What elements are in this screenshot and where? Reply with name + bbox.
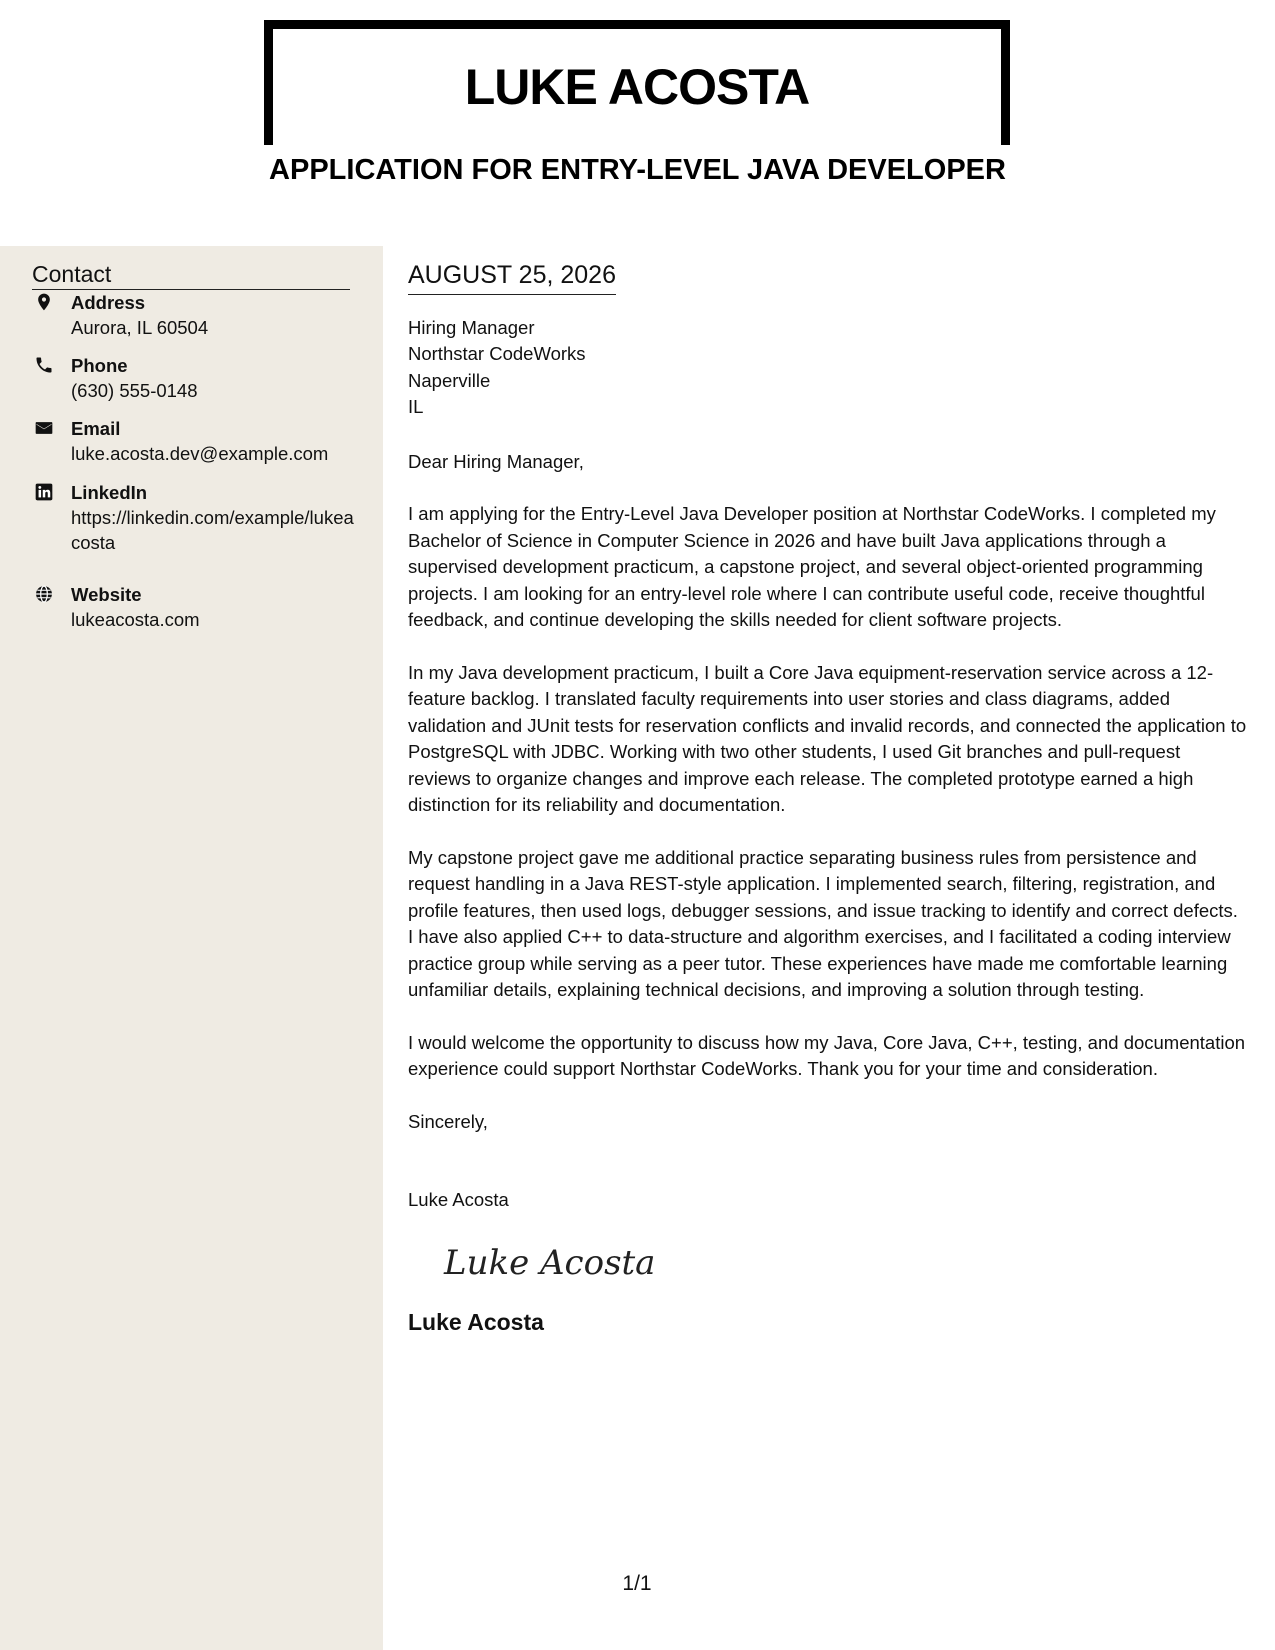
linkedin-icon bbox=[34, 482, 54, 502]
globe-icon bbox=[34, 584, 54, 604]
body-paragraph: I am applying for the Entry-Level Java Developer position at Northstar CodeWorks. I completed my Bachelor of Science in Computer Science in 2026 and have built Java applications through a supervised development practicum, a capstone project, and several object-oriented programming projects. I am looking for an entry-level role where I can contribute useful code, receive thoughtful feedback, and continue developing the skills needed for client software projects. bbox=[408, 503, 1216, 630]
envelope-icon bbox=[34, 418, 54, 438]
address-value: Aurora, IL 60504 bbox=[71, 317, 209, 338]
recipient-line: IL bbox=[408, 396, 424, 417]
body-paragraph: I would welcome the opportunity to discuss how my Java, Core Java, C++, testing, and documentation experience could support Northstar CodeWorks. Thank you for your time and consideration. bbox=[408, 1031, 1246, 1079]
contact-label: Phone bbox=[71, 355, 128, 376]
salutation: Dear Hiring Manager, bbox=[408, 450, 584, 472]
email-value: luke.acosta.dev@example.com bbox=[71, 443, 329, 464]
contact-label: LinkedIn bbox=[71, 482, 148, 503]
contact-heading: Contact bbox=[32, 262, 350, 290]
linkedin-value: https://linkedin.com/example/lukeacosta bbox=[71, 507, 354, 553]
recipient-line: Hiring Manager bbox=[408, 316, 535, 338]
page-number: 1/1 bbox=[622, 1572, 652, 1595]
body-paragraph: My capstone project gave me additional practice separating business rules from persistence and request handling in a Java REST-style application. I implemented search, filtering, registration, and profile features, then used logs, debugger sessions, and issue tracking to identify and correct defects. I have also applied C++ to data-structure and algorithm exercises, and I facilitated a coding interview practice group while serving as a peer tutor. These experiences have made me comfortable learning unfamiliar details, explaining technical decisions, and improving a solution through testing. bbox=[408, 846, 1238, 1000]
contact-label: Website bbox=[71, 584, 142, 605]
typed-name: Luke Acosta bbox=[408, 1189, 509, 1210]
phone-value: (630) 555-0148 bbox=[71, 380, 198, 401]
closing: Sincerely, bbox=[408, 1110, 488, 1132]
body-paragraph: In my Java development practicum, I built a Core Java equipment-reservation service across a 12-feature backlog. I translated faculty requirements into user stories and class diagrams, added validation and JUnit tests for reservation conflicts and invalid records, and connected the application to PostgreSQL with JDBC. Working with two other students, I used Git branches and pull-request reviews to organize changes and improve each release. The completed prototype earned a high distinction for its reliability and documentation. bbox=[408, 661, 1247, 815]
website-value: lukeacosta.com bbox=[71, 609, 200, 630]
signature-text: Luke Acosta bbox=[444, 1242, 656, 1283]
contact-label: Email bbox=[71, 418, 121, 439]
contact-label: Address bbox=[71, 292, 146, 313]
letter-body bbox=[408, 262, 1248, 1336]
application-title: APPLICATION FOR ENTRY-LEVEL JAVA DEVELOPER bbox=[269, 154, 1006, 186]
handwritten-signature bbox=[438, 1232, 658, 1292]
applicant-name: LUKE ACOSTA bbox=[464, 59, 810, 115]
location-pin-icon bbox=[34, 292, 54, 312]
recipient-block bbox=[408, 315, 1248, 421]
letter-date: AUGUST 25, 2026 bbox=[408, 262, 616, 295]
recipient-line: Northstar CodeWorks bbox=[408, 343, 586, 364]
phone-icon bbox=[34, 355, 54, 375]
recipient-line: Naperville bbox=[408, 369, 491, 391]
signature-name: Luke Acosta bbox=[408, 1308, 544, 1335]
